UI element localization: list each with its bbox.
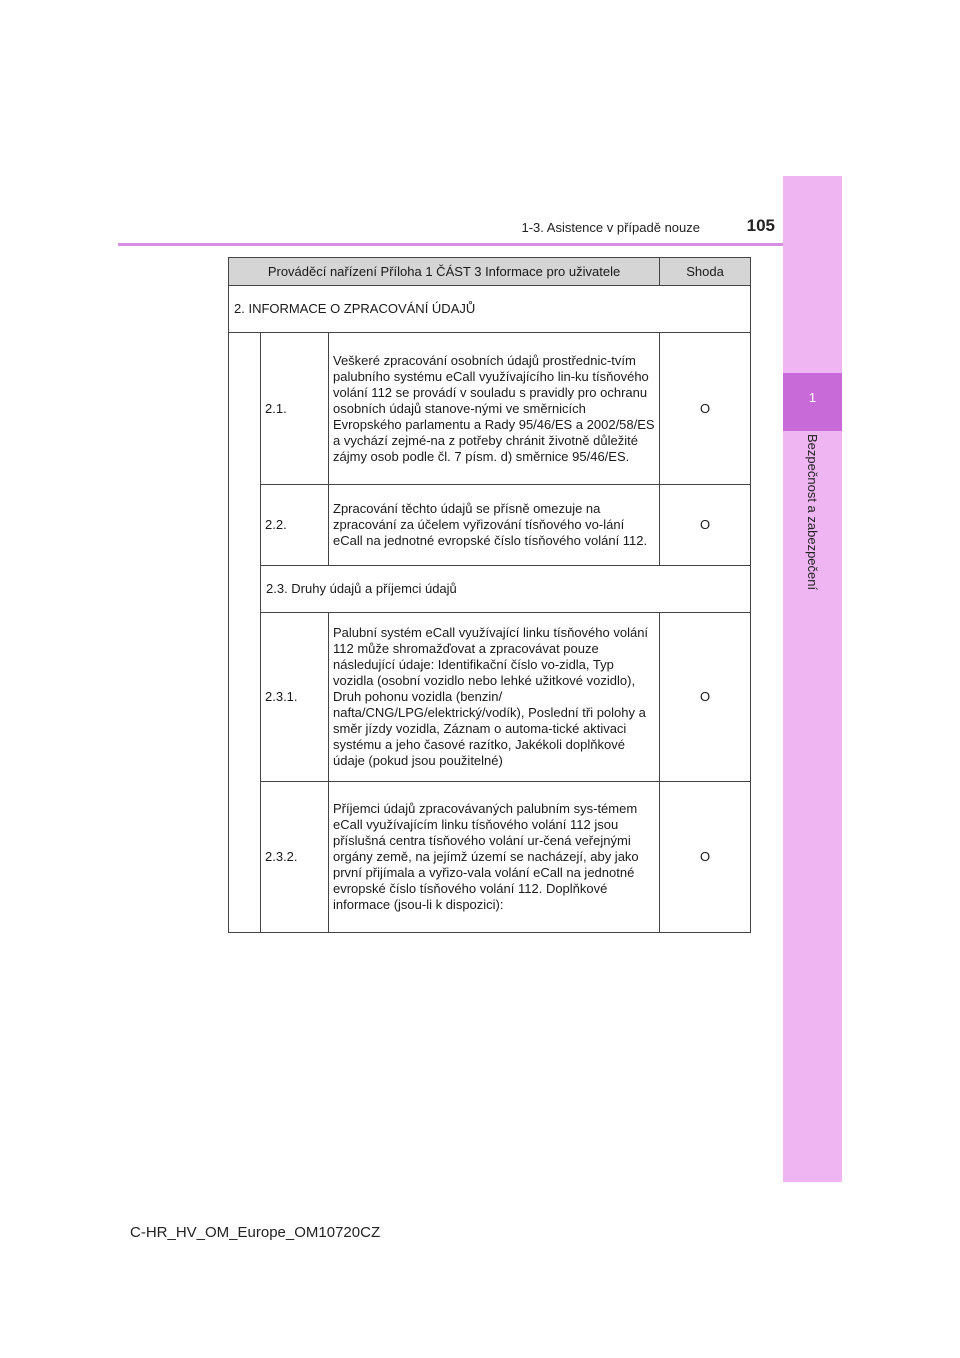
row-compliance: O bbox=[660, 613, 751, 782]
table-section-row bbox=[229, 286, 751, 333]
row-compliance: O bbox=[660, 333, 751, 485]
row-text: Palubní systém eCall využívající linku tísňového volání 112 může shromažďovat a zpracovávat pouze následující údaje: Identifikační číslo vo-zidla, Typ vozidla (osobní vozidlo nebo lehké užitkové vozidlo), Druh pohonu vozidla (benzin/ nafta/CNG/LPG/elektrický/vodík), Poslední tři polohy a směr jízdy vozidla, Záznam o automa-tické aktivaci systému a jeho časové razítko, Jakékoli doplňkové údaje (pokud jsou použitelné) bbox=[329, 613, 660, 782]
row-text: Příjemci údajů zpracovávaných palubním sys-témem eCall využívajícím linku tísňového volání 112 jsou příslušná centra tísňového volání ur-čená veřejnými orgány země, na jejímž území se nacházejí, aby jako první přijímala a vyřizo-vala volání eCall na jednotné evropské číslo tísňového volání 112. Doplňkové informace (jsou-li k dispozici): bbox=[329, 782, 660, 933]
row-number: 2.3.2. bbox=[261, 782, 329, 933]
section-title: 2. INFORMACE O ZPRACOVÁNÍ ÚDAJŮ bbox=[229, 286, 751, 333]
row-number: 2.3.1. bbox=[261, 613, 329, 782]
row-text: Veškeré zpracování osobních údajů prostřednic-tvím palubního systému eCall využívajícího lin-ku tísňového volání 112 se provádí v souladu s pravidly pro ochranu osobních údajů stanove-nými ve směrnicích Evropského parlamentu a Rady 95/46/ES a 2002/58/ES a vychází zejmé-na z potřeby chránit životně důležité zájmy osob podle čl. 7 písm. d) směrnice 95/46/ES. bbox=[329, 333, 660, 485]
row-number: 2.2. bbox=[261, 485, 329, 566]
chapter-number: 1 bbox=[808, 390, 817, 405]
row-compliance: O bbox=[660, 485, 751, 566]
row-compliance: O bbox=[660, 782, 751, 933]
header-divider bbox=[118, 243, 783, 246]
chapter-title: Bezpečnost a zabezpečení bbox=[805, 434, 820, 591]
document-code: C-HR_HV_OM_Europe_OM10720CZ bbox=[130, 1224, 381, 1241]
page-number: 105 bbox=[746, 216, 775, 235]
table-subsection-row bbox=[229, 566, 751, 613]
row-text: Zpracování těchto údajů se přísně omezuje na zpracování za účelem vyřizování tísňového vo-lání eCall na jednotné evropské číslo tísňového volání 112. bbox=[329, 485, 660, 566]
table-header-row bbox=[229, 258, 751, 286]
table-row bbox=[229, 782, 751, 933]
subsection-title: 2.3. Druhy údajů a příjemci údajů bbox=[261, 566, 751, 613]
header-section-title: 1-3. Asistence v případě nouze bbox=[521, 220, 700, 235]
info-table bbox=[228, 257, 751, 933]
table-row bbox=[229, 333, 751, 485]
table-row bbox=[229, 613, 751, 782]
indent-cell bbox=[229, 333, 261, 933]
table-header-regulation: Prováděcí nařízení Příloha 1 ČÁST 3 Informace pro uživatele bbox=[229, 258, 660, 286]
row-number: 2.1. bbox=[261, 333, 329, 485]
table-row bbox=[229, 485, 751, 566]
side-chapter-tab bbox=[783, 176, 842, 1182]
table-header-compliance: Shoda bbox=[660, 258, 751, 286]
